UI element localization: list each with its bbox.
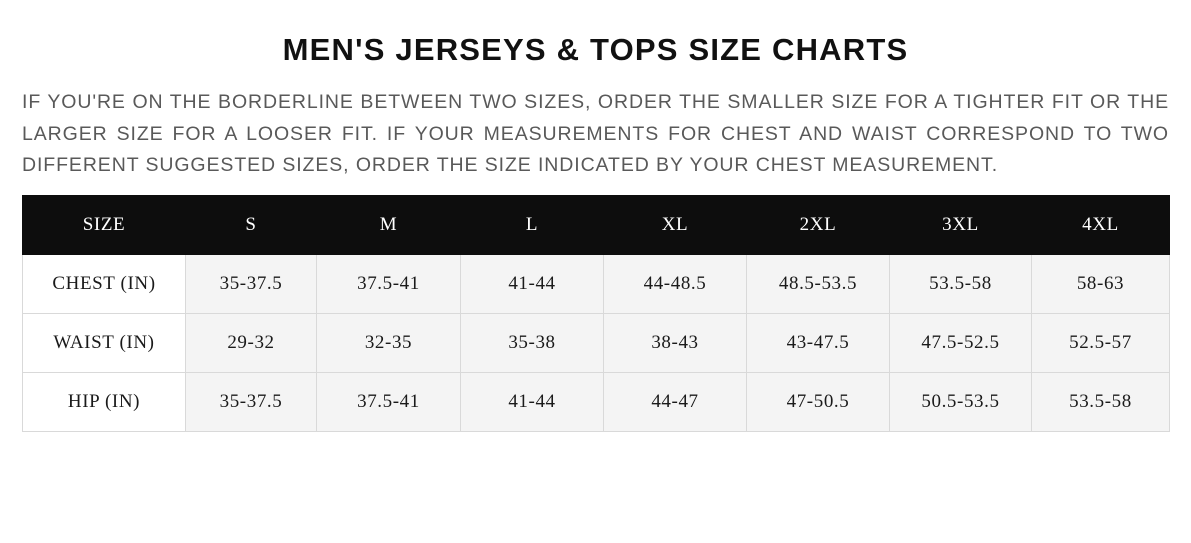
cell-hip-4xl: 53.5-58 <box>1032 372 1170 431</box>
table-row <box>23 372 1170 431</box>
cell-waist-4xl: 52.5-57 <box>1032 313 1170 372</box>
column-header-l: L <box>461 195 604 254</box>
column-header-xl: XL <box>604 195 747 254</box>
intro-paragraph: IF YOU'RE ON THE BORDERLINE BETWEEN TWO SIZES, ORDER THE SMALLER SIZE FOR A TIGHTER FIT OR THE LARGER SIZE FOR A LOOSER FIT. IF YOUR MEASUREMENTS FOR CHEST AND WAIST CORRESPOND TO TWO DIFFERENT SUGGESTED SIZES, ORDER THE SIZE INDICATED BY YOUR CHEST MEASUREMENT. <box>22 91 1169 177</box>
cell-chest-m: 37.5-41 <box>317 254 461 313</box>
table-row <box>23 313 1170 372</box>
page-title: MEN'S JERSEYS & TOPS SIZE CHARTS <box>282 32 909 67</box>
column-header-m: M <box>317 195 461 254</box>
size-chart-page <box>0 33 1191 543</box>
cell-waist-l: 35-38 <box>461 313 604 372</box>
cell-waist-3xl: 47.5-52.5 <box>890 313 1032 372</box>
cell-waist-xl: 38-43 <box>604 313 747 372</box>
row-label-chest: CHEST (IN) <box>23 254 186 313</box>
cell-chest-3xl: 53.5-58 <box>890 254 1032 313</box>
column-header-s: S <box>186 195 317 254</box>
cell-chest-l: 41-44 <box>461 254 604 313</box>
cell-hip-3xl: 50.5-53.5 <box>890 372 1032 431</box>
cell-waist-s: 29-32 <box>186 313 317 372</box>
cell-waist-m: 32-35 <box>317 313 461 372</box>
cell-chest-s: 35-37.5 <box>186 254 317 313</box>
cell-hip-s: 35-37.5 <box>186 372 317 431</box>
column-header-size: SIZE <box>23 195 186 254</box>
table-head <box>23 195 1170 254</box>
size-chart-table <box>22 195 1170 432</box>
cell-hip-m: 37.5-41 <box>317 372 461 431</box>
table-header-row <box>23 195 1170 254</box>
table-body <box>23 254 1170 431</box>
column-header-2xl: 2XL <box>747 195 890 254</box>
row-label-hip: HIP (IN) <box>23 372 186 431</box>
table-row <box>23 254 1170 313</box>
cell-hip-l: 41-44 <box>461 372 604 431</box>
size-chart-table-wrapper <box>22 195 1169 432</box>
cell-hip-2xl: 47-50.5 <box>747 372 890 431</box>
cell-waist-2xl: 43-47.5 <box>747 313 890 372</box>
cell-hip-xl: 44-47 <box>604 372 747 431</box>
cell-chest-4xl: 58-63 <box>1032 254 1170 313</box>
row-label-waist: WAIST (IN) <box>23 313 186 372</box>
cell-chest-2xl: 48.5-53.5 <box>747 254 890 313</box>
column-header-3xl: 3XL <box>890 195 1032 254</box>
column-header-4xl: 4XL <box>1032 195 1170 254</box>
cell-chest-xl: 44-48.5 <box>604 254 747 313</box>
